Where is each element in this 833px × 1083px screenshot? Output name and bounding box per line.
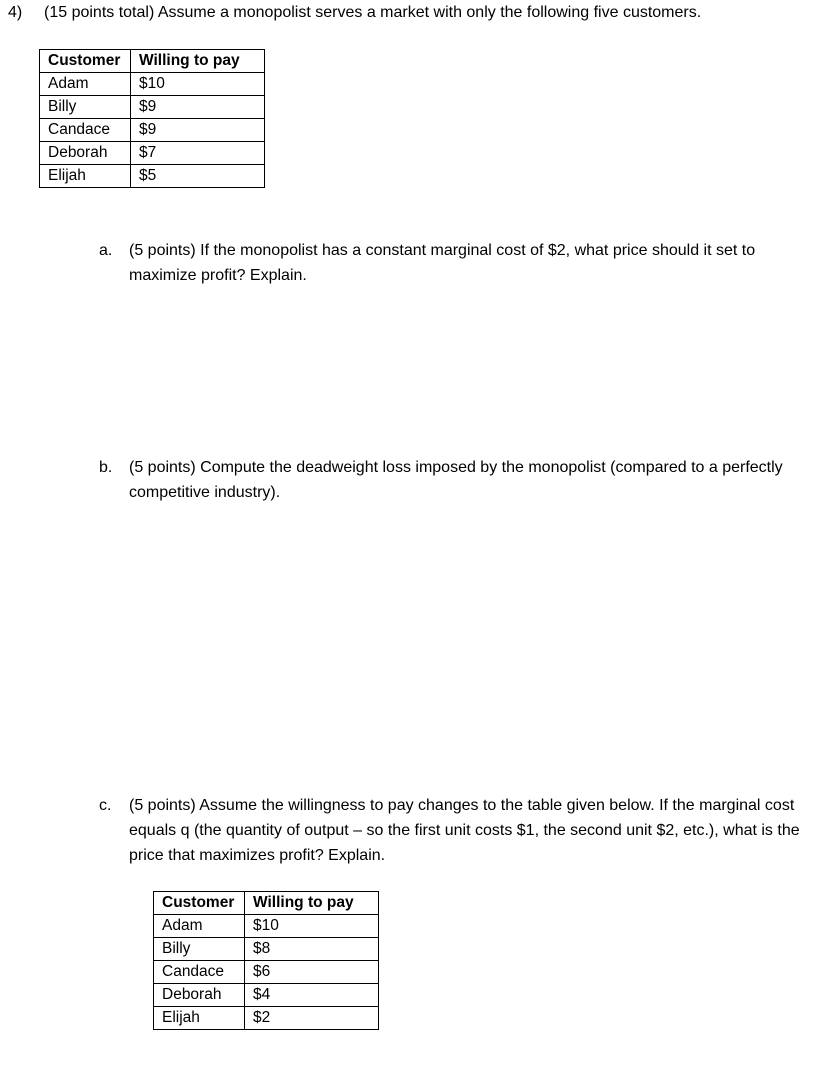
customer-name: Elijah (40, 165, 131, 188)
table-row (154, 915, 379, 938)
willing-to-pay-value: $9 (131, 96, 265, 119)
column-header-willing-to-pay: Willing to pay (131, 50, 265, 73)
part-a-letter: a. (99, 242, 113, 259)
willingness-table-revised (153, 891, 379, 1030)
table-row (40, 73, 265, 96)
customer-name: Deborah (154, 984, 245, 1007)
willing-to-pay-value: $2 (245, 1007, 379, 1030)
table-row (40, 165, 265, 188)
table-row (40, 142, 265, 165)
customer-name: Candace (154, 961, 245, 984)
question-header (8, 4, 701, 22)
part-a-text: (5 points) If the monopolist has a constant marginal cost of $2, what price should it set to maximize profit? Explain. (129, 242, 756, 284)
part-c-letter: c. (99, 797, 112, 814)
question-number: 4) (8, 4, 23, 21)
part-a (99, 238, 819, 288)
customer-name: Billy (154, 938, 245, 961)
column-header-customer: Customer (40, 50, 131, 73)
willing-to-pay-value: $6 (245, 961, 379, 984)
customer-name: Candace (40, 119, 131, 142)
part-b-letter: b. (99, 459, 113, 476)
table-row (154, 1007, 379, 1030)
customer-name: Adam (154, 915, 245, 938)
question-text: (15 points total) Assume a monopolist serves a market with only the following five customers. (44, 4, 702, 21)
table-row (40, 96, 265, 119)
table-header-row (40, 50, 265, 73)
part-c (99, 793, 819, 868)
willing-to-pay-value: $10 (131, 73, 265, 96)
table-row (154, 938, 379, 961)
table-row (40, 119, 265, 142)
part-b (99, 455, 819, 505)
column-header-willing-to-pay: Willing to pay (245, 892, 379, 915)
customer-name: Adam (40, 73, 131, 96)
table-row (154, 984, 379, 1007)
customer-name: Billy (40, 96, 131, 119)
willing-to-pay-value: $8 (245, 938, 379, 961)
column-header-customer: Customer (154, 892, 245, 915)
willing-to-pay-value: $10 (245, 915, 379, 938)
willingness-table-initial (39, 49, 265, 188)
willing-to-pay-value: $4 (245, 984, 379, 1007)
table-header-row (154, 892, 379, 915)
table-row (154, 961, 379, 984)
customer-name: Elijah (154, 1007, 245, 1030)
customer-name: Deborah (40, 142, 131, 165)
willing-to-pay-value: $9 (131, 119, 265, 142)
part-c-text: (5 points) Assume the willingness to pay changes to the table given below. If the marginal cost equals q (the quantity of output – so the first unit costs $1, the second unit $2, etc.), what is the price that maximizes profit? Explain. (129, 797, 800, 864)
part-b-text: (5 points) Compute the deadweight loss imposed by the monopolist (compared to a perfectly competitive industry). (129, 459, 783, 501)
willing-to-pay-value: $5 (131, 165, 265, 188)
willing-to-pay-value: $7 (131, 142, 265, 165)
